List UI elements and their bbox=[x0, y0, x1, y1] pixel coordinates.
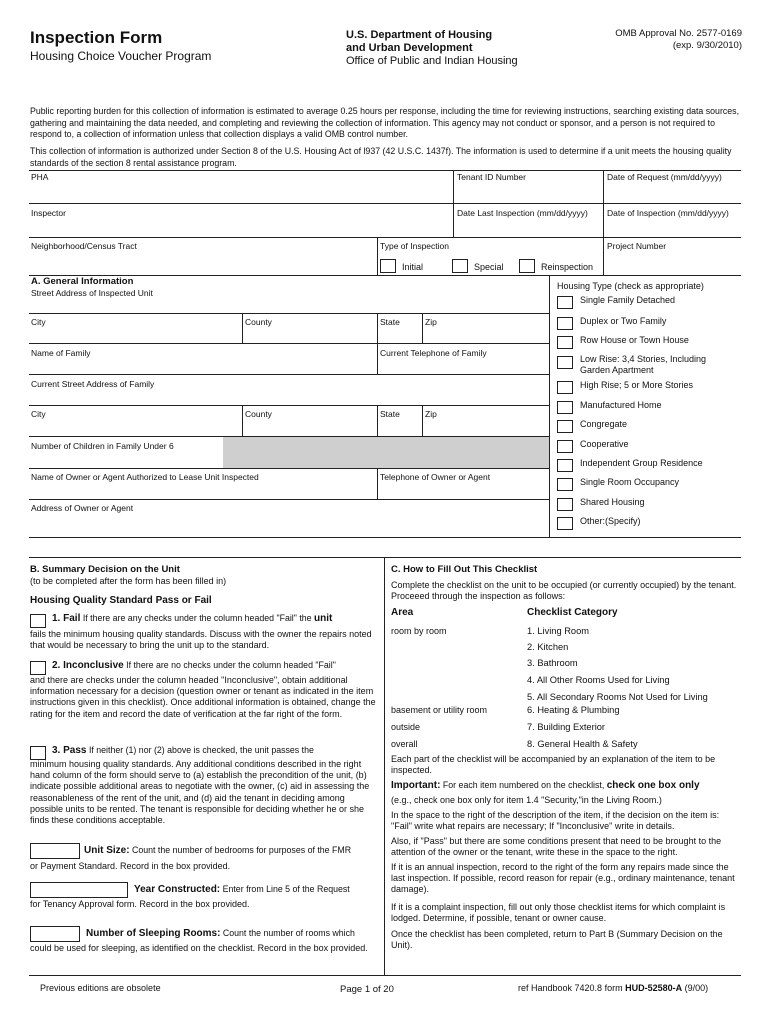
tenant-id-label: Tenant ID Number bbox=[457, 172, 526, 182]
family-phone-label: Current Telephone of Family bbox=[380, 348, 487, 358]
fail-checkbox[interactable] bbox=[30, 614, 46, 628]
area-item: basement or utility room bbox=[391, 705, 488, 715]
form-title: Inspection Form bbox=[30, 28, 163, 47]
office-name: Office of Public and Indian Housing bbox=[346, 55, 518, 67]
owner-address-label: Address of Owner or Agent bbox=[31, 503, 134, 513]
footer-page-number: Page 1 of 20 bbox=[340, 984, 394, 995]
housing-item-label: High Rise; 5 or More Stories bbox=[580, 380, 694, 390]
housing-item-label: Duplex or Two Family bbox=[580, 316, 667, 326]
important-line bbox=[391, 780, 700, 791]
housing-checkbox-low-rise[interactable] bbox=[557, 356, 573, 369]
unit-size-text: Count the number of bedrooms for purposes of the FMR bbox=[132, 845, 352, 855]
unit-size-description: or Payment Standard. Record in the box provided. bbox=[30, 861, 231, 871]
county-label: County bbox=[245, 317, 272, 327]
reinspection-label: Reinspection bbox=[541, 262, 594, 272]
housing-checkbox-congregate[interactable] bbox=[557, 420, 573, 433]
special-label: Special bbox=[474, 262, 504, 272]
housing-item-label: Cooperative bbox=[580, 439, 629, 449]
housing-checkbox-single-family[interactable] bbox=[557, 296, 573, 309]
agency-line1: U.S. Department of Housing bbox=[346, 29, 493, 41]
initial-label: Initial bbox=[402, 262, 424, 272]
housing-checkbox-duplex[interactable] bbox=[557, 317, 573, 330]
date-request-label: Date of Request (mm/dd/yyyy) bbox=[607, 172, 722, 182]
city-label: City bbox=[31, 317, 46, 327]
important-text: For each item numbered on the checklist, bbox=[442, 780, 605, 790]
sleeping-rooms-text: Count the number of rooms which bbox=[222, 928, 355, 938]
family-name-label: Name of Family bbox=[31, 348, 91, 358]
state-label: State bbox=[380, 317, 400, 327]
important-label: Important: bbox=[391, 780, 441, 791]
children-label: Number of Children in Family Under 6 bbox=[31, 441, 174, 451]
footer-form-id bbox=[518, 983, 708, 993]
reinspection-checkbox[interactable] bbox=[519, 259, 535, 273]
area-header: Area bbox=[391, 607, 414, 618]
sleeping-rooms-line bbox=[86, 928, 355, 939]
year-constructed-line bbox=[134, 884, 350, 895]
fail-line bbox=[52, 613, 332, 624]
category-header: Checklist Category bbox=[527, 607, 618, 618]
area-item: outside bbox=[391, 722, 421, 732]
instructions-p1: In the space to the right of the description of the item, if the decision on the item is: "Fail" write what repairs are necessary; If "Inconclusive" write in details. bbox=[391, 810, 720, 832]
owner-name-label: Name of Owner or Agent Authorized to Lease Unit Inspected bbox=[31, 472, 259, 482]
inconclusive-text: If there are no checks under the column headed "Fail" bbox=[126, 660, 336, 670]
pha-label: PHA bbox=[31, 172, 49, 182]
footer-obsolete: Previous editions are obsolete bbox=[40, 983, 161, 993]
burden-statement: Public reporting burden for this collection of information is estimated to average 0.25 hours per response, including the time for reviewing instructions, searching existing data sources, gathering and maintaining the data needed, and completing and reviewing the collection of information. This agency may not conduct or sponsor, and a person is not required to respond to, a collection of information unless that collection displays a valid OMB control number. bbox=[30, 106, 740, 139]
current-street-label: Current Street Address of Family bbox=[31, 379, 155, 389]
unit-size-line bbox=[84, 845, 351, 856]
housing-item-label: Row House or Town House bbox=[580, 335, 689, 345]
section-c-title: C. How to Fill Out This Checklist bbox=[391, 564, 538, 575]
area-item: room by room bbox=[391, 626, 447, 636]
county2-label: County bbox=[245, 409, 272, 419]
footer-form-date: (9/00) bbox=[684, 983, 709, 993]
form-subtitle: Housing Choice Voucher Program bbox=[30, 49, 212, 63]
pass-label: 3. Pass bbox=[52, 745, 87, 756]
omb-number: OMB Approval No. 2577-0169 bbox=[615, 28, 742, 39]
zip2-label: Zip bbox=[425, 409, 437, 419]
pass-description: minimum housing quality standards. Any additional conditions described in the right hand column of the form should serve to (a) establish the precondition of the unit, (b) indicate possible additional areas to negotiate with the owner, (c) aid in assessing the reasonableness of the rent of the unit, and (d) aid the tenant in deciding among possible units to be rented. The tenant is responsible for deciding whether he or she finds these conditions acceptable. bbox=[30, 759, 370, 826]
important-example: (e.g., check one box only for item 1.4 "Security,"in the Living Room.) bbox=[391, 795, 662, 805]
unit-size-label: Unit Size: bbox=[84, 845, 130, 856]
city2-label: City bbox=[31, 409, 46, 419]
year-constructed-text: Enter from Line 5 of the Request bbox=[222, 884, 350, 894]
housing-checkbox-group-residence[interactable] bbox=[557, 459, 573, 472]
category-item: 3. Bathroom bbox=[527, 658, 578, 668]
footer-form-number: HUD-52580-A bbox=[625, 983, 683, 993]
fail-text: If there are any checks under the column headed "Fail" the bbox=[82, 613, 312, 623]
project-number-label: Project Number bbox=[607, 241, 667, 251]
inconclusive-checkbox[interactable] bbox=[30, 661, 46, 675]
housing-type-title: Housing Type (check as appropriate) bbox=[557, 281, 704, 291]
inspector-label: Inspector bbox=[31, 208, 66, 218]
footer-form-ref: ref Handbook 7420.8 form bbox=[518, 983, 623, 993]
housing-item-label: Shared Housing bbox=[580, 497, 645, 507]
instructions-p5: Once the checklist has been completed, return to Part B (Summary Decision on the Unit). bbox=[391, 929, 723, 951]
section-a-title: A. General Information bbox=[31, 276, 134, 287]
housing-item-label: Low Rise: 3,4 Stories, Including bbox=[580, 354, 707, 364]
sleeping-rooms-input[interactable] bbox=[30, 926, 80, 942]
owner-phone-label: Telephone of Owner or Agent bbox=[380, 472, 491, 482]
housing-checkbox-row-house[interactable] bbox=[557, 336, 573, 349]
fail-description: fails the minimum housing quality standards. Discuss with the owner the repairs noted that would be necessary to bring the unit up to the standard. bbox=[30, 629, 372, 651]
initial-checkbox[interactable] bbox=[380, 259, 396, 273]
instructions-p3: If it is an annual inspection, record to the right of the form any repairs made since the last inspection. If possible, record reason for repair (e.g., ordinary maintenance, tenant damage). bbox=[391, 862, 735, 895]
housing-checkbox-shared[interactable] bbox=[557, 498, 573, 511]
zip-label: Zip bbox=[425, 317, 437, 327]
sleeping-rooms-label: Number of Sleeping Rooms: bbox=[86, 928, 221, 939]
housing-checkbox-cooperative[interactable] bbox=[557, 440, 573, 453]
pass-line bbox=[52, 745, 314, 756]
category-item: 8. General Health & Safety bbox=[527, 739, 638, 749]
inconclusive-description: and there are checks under the column headed "Inconclusive", obtain additional information necessary for a decision (question owner or tenant as indicated in the item instructions given in this checklist). Once additional information is obtained, change the rating for the item and record the date of verification at the far right of the form. bbox=[30, 675, 376, 719]
pass-checkbox[interactable] bbox=[30, 746, 46, 760]
fail-label: 1. Fail bbox=[52, 613, 81, 624]
date-last-label: Date Last Inspection (mm/dd/yyyy) bbox=[457, 208, 588, 218]
fail-unit: unit bbox=[314, 613, 333, 624]
street-address-label: Street Address of Inspected Unit bbox=[31, 288, 153, 298]
category-item: 5. All Secondary Rooms Not Used for Living bbox=[527, 692, 708, 702]
housing-checkbox-other[interactable] bbox=[557, 517, 573, 530]
sleeping-rooms-description: could be used for sleeping, as identified on the checklist. Record in the box provided. bbox=[30, 943, 368, 953]
year-constructed-description: for Tenancy Approval form. Record in the box provided. bbox=[30, 899, 250, 909]
neighborhood-label: Neighborhood/Census Tract bbox=[31, 241, 137, 251]
category-item: 2. Kitchen bbox=[527, 642, 569, 652]
section-b-note: (to be completed after the form has been filled in) bbox=[30, 576, 227, 586]
year-constructed-input[interactable] bbox=[30, 882, 128, 898]
category-item: 1. Living Room bbox=[527, 626, 590, 636]
category-item: 7. Building Exterior bbox=[527, 722, 606, 732]
housing-checkbox-high-rise[interactable] bbox=[557, 381, 573, 394]
housing-item-label: Manufactured Home bbox=[580, 400, 662, 410]
important-bold: check one box only bbox=[606, 780, 700, 791]
category-item: 4. All Other Rooms Used for Living bbox=[527, 675, 670, 685]
type-inspection-label: Type of Inspection bbox=[380, 241, 449, 251]
hqs-subtitle: Housing Quality Standard Pass or Fail bbox=[30, 595, 212, 606]
section-c-intro: Complete the checklist on the unit to be occupied (or currently occupied) by the tenant. Proceeed through the inspection as follows: bbox=[391, 580, 737, 602]
category-item: 6. Heating & Plumbing bbox=[527, 705, 620, 715]
children-shaded-area bbox=[223, 437, 549, 468]
housing-checkbox-manufactured[interactable] bbox=[557, 401, 573, 414]
housing-item-label: Single Family Detached bbox=[580, 295, 676, 305]
instructions-p4: If it is a complaint inspection, fill out only those checklist items for which complaint is lodged. Determine, if possible, tenant or owner cause. bbox=[391, 902, 726, 924]
inconclusive-line bbox=[52, 660, 336, 671]
housing-item-label-line2: Garden Apartment bbox=[580, 365, 654, 375]
state2-label: State bbox=[380, 409, 400, 419]
housing-item-label: Independent Group Residence bbox=[580, 458, 703, 468]
authority-statement: This collection of information is authorized under Section 8 of the U.S. Housing Act of l937 (42 U.S.C. 1437f). The information is used to determine if a unit meets the housing quality standards of the section 8 rental assistance program. bbox=[30, 146, 732, 168]
housing-item-label: Other:(Specify) bbox=[580, 516, 641, 526]
agency-line2: and Urban Development bbox=[346, 42, 473, 54]
unit-size-input[interactable] bbox=[30, 843, 80, 859]
area-item: overall bbox=[391, 739, 418, 749]
inconclusive-label: 2. Inconclusive bbox=[52, 660, 124, 671]
date-inspection-label: Date of Inspection (mm/dd/yyyy) bbox=[607, 208, 729, 218]
year-constructed-label: Year Constructed: bbox=[134, 884, 221, 895]
section-b-title: B. Summary Decision on the Unit bbox=[30, 564, 180, 575]
instructions-p2: Also, if "Pass" but there are some conditions present that need to be brought to the attention of the owner or the tenant, write these in the space to the right. bbox=[391, 836, 722, 858]
special-checkbox[interactable] bbox=[452, 259, 468, 273]
omb-expiration: (exp. 9/30/2010) bbox=[672, 40, 742, 51]
pass-text: If neither (1) nor (2) above is checked, the unit passes the bbox=[88, 745, 314, 755]
housing-checkbox-sro[interactable] bbox=[557, 478, 573, 491]
each-part-text: Each part of the checklist will be accompanied by an explanation of the item to be inspected. bbox=[391, 754, 716, 776]
housing-item-label: Single Room Occupancy bbox=[580, 477, 680, 487]
housing-item-label: Congregate bbox=[580, 419, 628, 429]
